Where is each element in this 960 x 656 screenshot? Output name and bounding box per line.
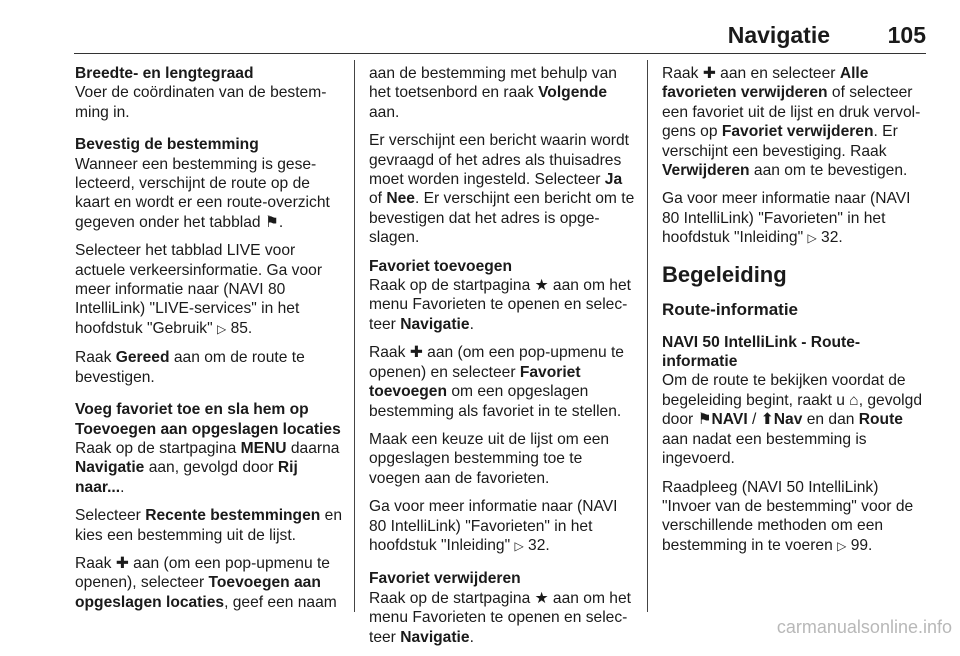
para-remove-home: Raak op de startpagina ★ aan om het menu Favorieten te openen en selec-teer Navigatie. <box>369 589 631 646</box>
header-rule <box>74 53 926 54</box>
para-coordinates: Voer de coördinaten van de bestem-ming in. <box>75 84 327 121</box>
watermark: carmanualsonline.info <box>776 617 952 637</box>
para-menu: Raak op de startpagina MENU daarna Navigatie aan, gevolgd door Rij naar.... <box>75 439 340 496</box>
para-fav-home: Raak op de startpagina ★ aan om het menu Favorieten te openen en selec-teer Navigatie. <box>369 277 631 333</box>
heading-navi50-route: NAVI 50 IntelliLink - Route-informatie <box>662 333 861 371</box>
para-message: Er verschijnt een bericht waarin wordt gevraagd of het adres als thuisadres moet worden ingesteld. Selecteer Ja of Nee. Er verschijnt een bericht om te bevestigen dat het adres is opge-slagen. <box>369 132 635 247</box>
heading-confirm: Bevestig de bestemming <box>75 136 259 154</box>
para-remove-all: Raak ✚ aan en selecteer Alle favorieten verwijderen of selecteer een favoriet uit de lijst en druk vervol-gens op Favoriet verwijderen. Er verschijnt een bevestiging. Raak Verwijderen aan om te bevestigen. <box>662 65 921 180</box>
page-ref-icon: ▷ <box>216 321 227 336</box>
para-consult: Raadpleeg (NAVI 50 IntelliLink) "Invoer van de bestemming" voor de verschillende methoden om een bestemming in te voeren ▷ 99. <box>662 478 914 554</box>
para-fav-plus: Raak ✚ aan (om een pop-upmenu te openen) en selecteer Favoriet toevoegen om een opgeslagen bestemming als favoriet in te stellen. <box>369 344 624 420</box>
para-more-info: Ga voor meer informatie naar (NAVI 80 IntelliLink) "Favorieten" in het hoofdstuk "Inleiding" ▷ 32. <box>369 498 618 554</box>
para-confirm: Wanneer een bestemming is gese-lecteerd, verschijnt de route op de kaart en wordt er een route-overzicht gegeven onder het tabblad ⚑. <box>75 155 330 231</box>
page-number: 105 <box>887 22 926 48</box>
column-3 <box>662 64 930 565</box>
plus-icon: ✚ <box>409 344 423 362</box>
star-icon: ★ <box>534 589 549 607</box>
page-header <box>74 0 926 54</box>
para-plus: Raak ✚ aan (om een pop-upmenu te openen), selecteer Toevoegen aan opgeslagen locaties, geef een naam <box>75 554 337 611</box>
heading-favorite-add: Favoriet toevoegen <box>369 257 512 275</box>
para-live: Selecteer het tabblad LIVE voor actuele verkeersinformatie. Ga voor meer informatie naar (NAVI 80 IntelliLink) "LIVE-services" in het hoofdstuk "Gebruik" ▷ 85. <box>75 242 323 337</box>
flag-icon: ⚑ <box>264 213 279 231</box>
plus-icon: ✚ <box>115 554 129 572</box>
column-divider-2 <box>647 60 648 612</box>
column-2 <box>369 64 635 656</box>
navigation-arrow-icon: ⬆ <box>760 411 774 429</box>
para-route: Om de route te bekijken voordat de begeleiding begint, raakt u ⌂, gevolgd door ⚑NAVI / ⬆Nav en dan Route aan nadat een bestemming is ingevoerd. <box>662 372 922 468</box>
plus-icon: ✚ <box>702 65 716 82</box>
para-choose: Maak een keuze uit de lijst om een opgeslagen bestemming toe te voegen aan de favorieten. <box>369 430 610 487</box>
para-recent: Selecteer Recente bestemmingen en kies een bestemming uit de lijst. <box>75 507 342 544</box>
column-divider-1 <box>354 60 355 612</box>
home-icon: ⌂ <box>849 391 859 409</box>
page-ref-icon: ▷ <box>514 538 524 553</box>
subsection-heading-route-info: Route-informatie <box>662 299 798 319</box>
flag-icon: ⚑ <box>697 411 712 429</box>
star-icon: ★ <box>534 277 549 295</box>
para-continue: aan de bestemming met behulp van het toetsenbord en raak Volgende aan. <box>369 65 617 121</box>
para-more-info: Ga voor meer informatie naar (NAVI 80 IntelliLink) "Favorieten" in het hoofdstuk "Inleiding" ▷ 32. <box>662 190 911 247</box>
column-1 <box>75 64 345 621</box>
heading-add-favorite: Voeg favoriet toe en sla hem op <box>75 401 309 419</box>
heading-coordinates: Breedte- en lengtegraad <box>75 65 254 82</box>
page-ref-icon: ▷ <box>807 231 817 246</box>
heading-add-saved: Toevoegen aan opgeslagen locaties <box>75 420 341 438</box>
section-heading-guidance: Begeleiding <box>662 261 787 287</box>
page-title: Navigatie <box>727 22 830 48</box>
para-gereed: Raak Gereed aan om de route te bevestigen. <box>75 349 305 386</box>
heading-favorite-remove: Favoriet verwijderen <box>369 570 521 588</box>
page-ref-icon: ▷ <box>837 538 847 553</box>
